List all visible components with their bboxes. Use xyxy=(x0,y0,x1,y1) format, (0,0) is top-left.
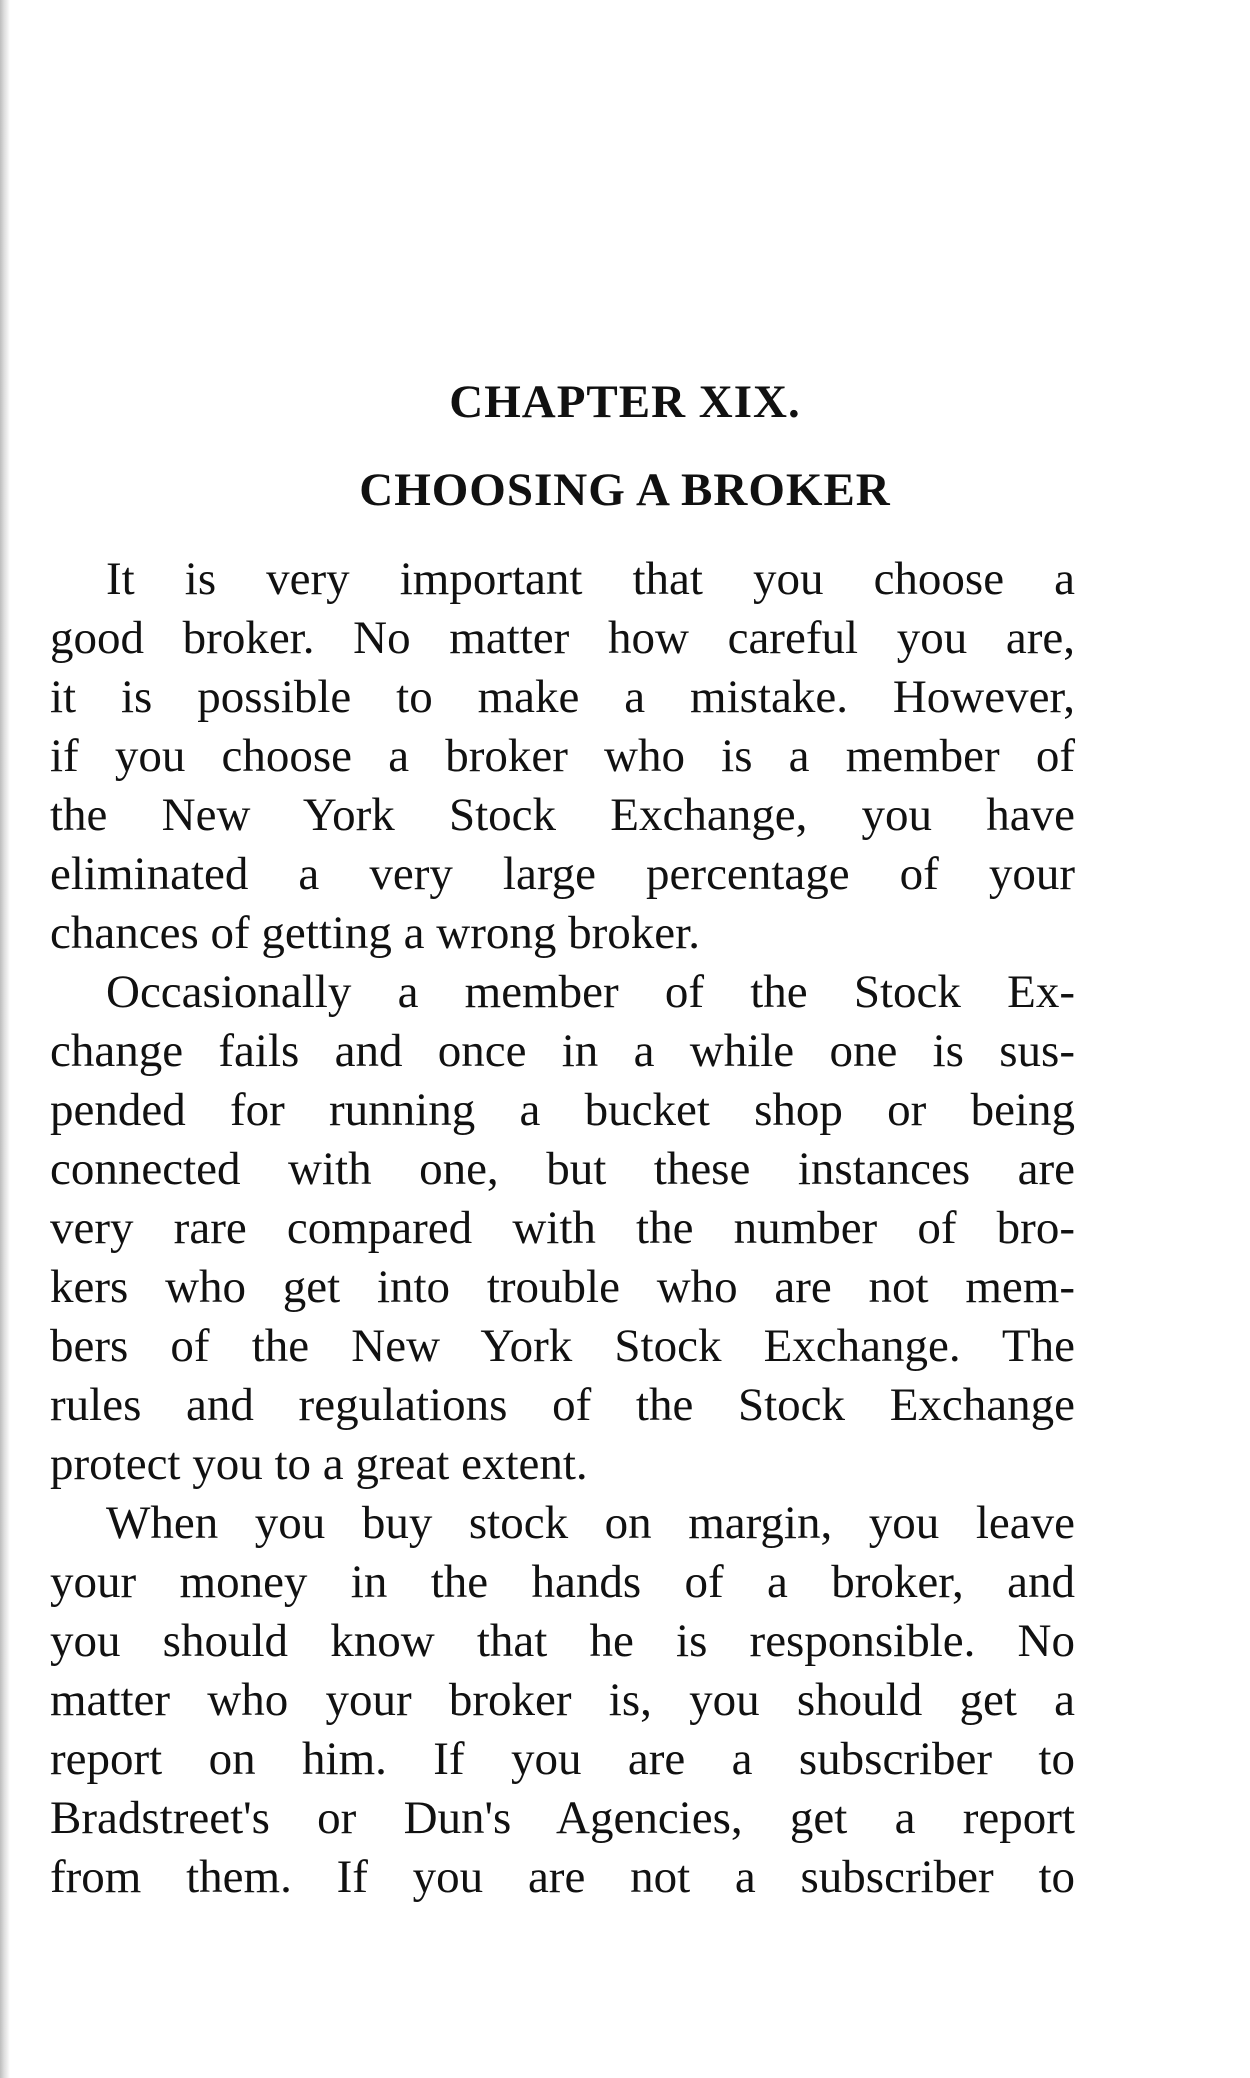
text-line: the New York Stock Exchange, you have xyxy=(50,789,1075,841)
text-line: good broker. No matter how careful you are, xyxy=(50,612,1075,664)
text-line: chances of getting a wrong broker. xyxy=(50,907,700,959)
text-line: you should know that he is responsible. No xyxy=(50,1615,1075,1667)
text-line: your money in the hands of a broker, and xyxy=(50,1556,1075,1608)
text-line: matter who your broker is, you should get a xyxy=(50,1674,1075,1726)
text-line: When you buy stock on margin, you leave xyxy=(106,1497,1075,1549)
text-line: Bradstreet's or Dun's Agencies, get a report xyxy=(50,1792,1075,1844)
paragraph-2 xyxy=(50,963,1075,1494)
text-line: change fails and once in a while one is sus- xyxy=(50,1025,1075,1077)
text-line: protect you to a great extent. xyxy=(50,1438,588,1490)
text-line: very rare compared with the number of bro- xyxy=(50,1202,1075,1254)
scan-edge-shadow xyxy=(0,0,10,2078)
text-line: from them. If you are not a subscriber to xyxy=(50,1851,1075,1903)
text-line: if you choose a broker who is a member of xyxy=(50,730,1075,782)
chapter-heading: CHAPTER XIX. xyxy=(449,376,801,428)
text-line: rules and regulations of the Stock Exchange xyxy=(50,1379,1075,1431)
text-line: report on him. If you are a subscriber to xyxy=(50,1733,1075,1785)
text-line: kers who get into trouble who are not mem- xyxy=(50,1261,1075,1313)
text-line: bers of the New York Stock Exchange. The xyxy=(50,1320,1075,1372)
text-line: Occasionally a member of the Stock Ex- xyxy=(106,966,1075,1018)
text-line: connected with one, but these instances are xyxy=(50,1143,1075,1195)
text-line: pended for running a bucket shop or being xyxy=(50,1084,1075,1136)
text-line: eliminated a very large percentage of your xyxy=(50,848,1075,900)
chapter-title: CHOOSING A BROKER xyxy=(359,464,891,516)
text-line: it is possible to make a mistake. However, xyxy=(50,671,1075,723)
paragraph-3 xyxy=(50,1494,1075,1907)
body-text xyxy=(50,550,1075,1907)
text-line: It is very important that you choose a xyxy=(106,553,1075,605)
paragraph-1 xyxy=(50,550,1075,963)
